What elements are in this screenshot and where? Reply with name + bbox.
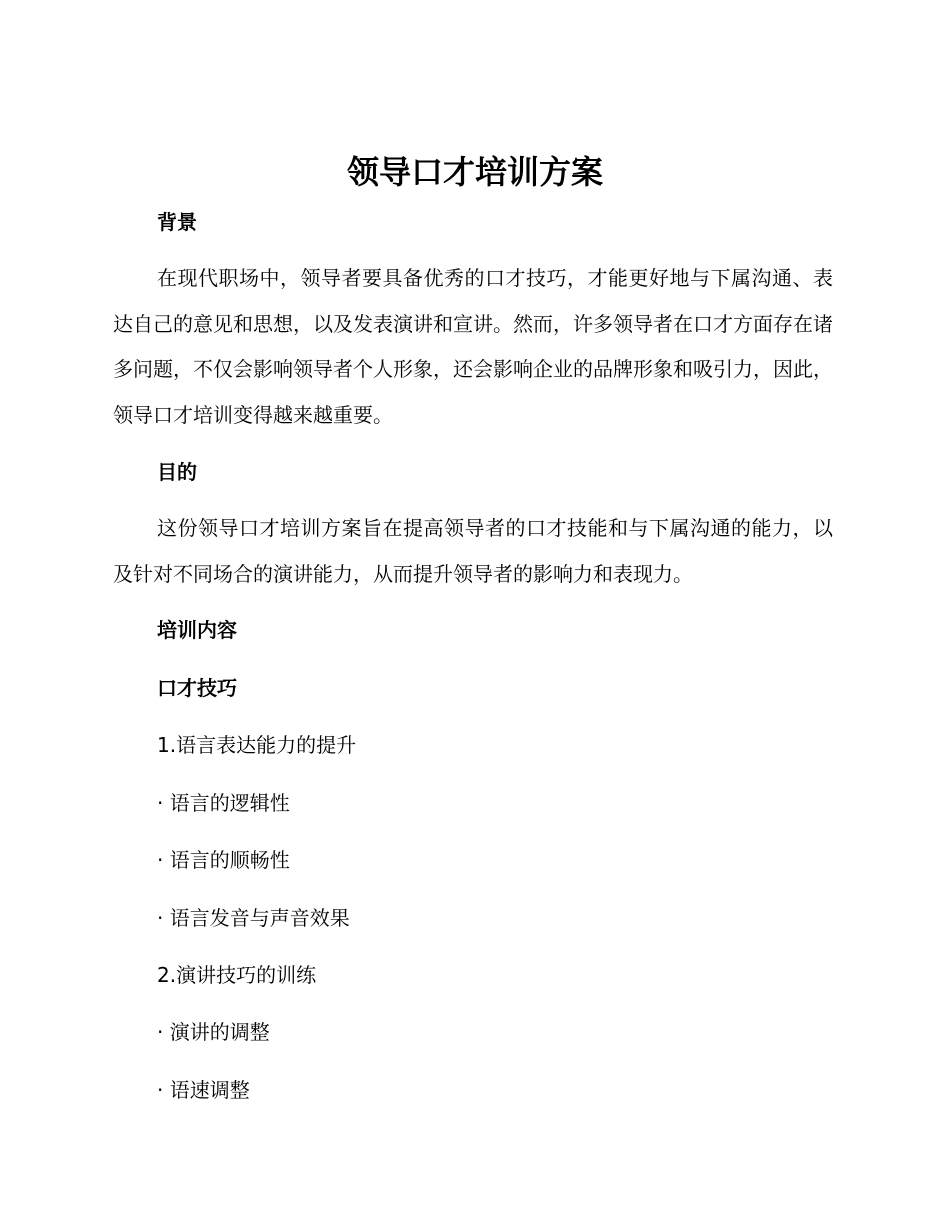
purpose-paragraph: 这份领导口才培训方案旨在提高领导者的口才技能和与下属沟通的能力，以及针对不同场合的演讲能力，从而提升领导者的影响力和表现力。 [113,516,833,586]
list-item: · 演讲的调整 [157,1020,270,1044]
list-item: · 语言发音与声音效果 [157,906,350,930]
list-item: 1.语言表达能力的提升 [157,733,357,757]
section-heading-background: 背景 [157,210,197,234]
list-item: · 语言的逻辑性 [157,791,290,815]
list-item: · 语速调整 [157,1078,250,1102]
background-paragraph: 在现代职场中，领导者要具备优秀的口才技巧，才能更好地与下属沟通、表达自己的意见和思想，以及发表演讲和宣讲。然而，许多领导者在口才方面存在诸多问题，不仅会影响领导者个人形象，还会影响企业的品牌形象和吸引力，因此，领导口才培训变得越来越重要。 [113,266,833,427]
list-item: · 语言的顺畅性 [157,848,290,872]
document-title: 领导口才培训方案 [346,153,603,191]
list-item: 2.演讲技巧的训练 [157,963,317,987]
subheading-speaking-skills: 口才技巧 [157,676,237,700]
section-heading-content: 培训内容 [157,618,237,642]
section-heading-purpose: 目的 [157,460,197,484]
